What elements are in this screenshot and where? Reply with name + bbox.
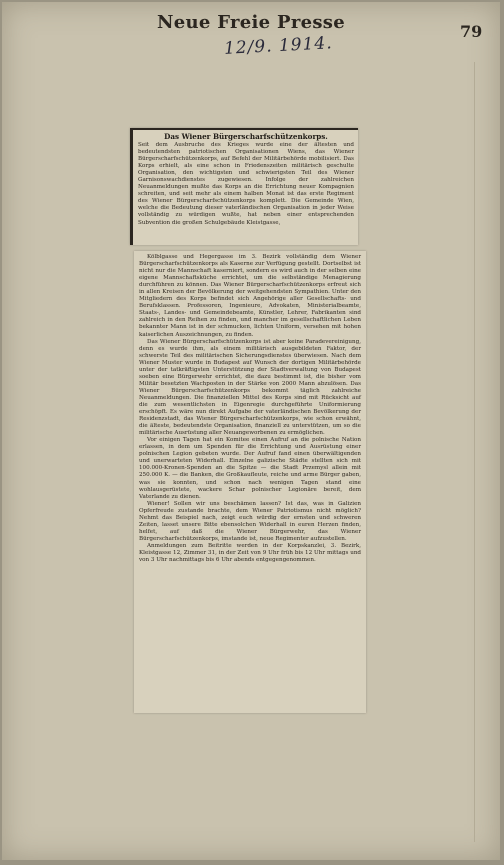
clipping-bottom	[134, 251, 366, 713]
sheet-fold-line	[474, 62, 475, 842]
article-headline: Das Wiener Bürgerscharfschützenkorps.	[164, 132, 328, 141]
article-paragraph: Anmeldungen zum Beitritte werden in der Korpskanzlei, 3. Bezirk, Kleistgasse 12, Zimmer 31, in der Zeit von 9 Uhr früh bis 12 Uhr mittags und von 3 Uhr nachmittags bis 6 Uhr abends entgegengenommen.	[139, 542, 361, 564]
article-paragraph: Wiener! Sollen wir uns beschämen lassen? Ist das, was in Galizien Opferfreude zustande brachte, dem Wiener Patriotismus nicht möglich? Nehmt das Beispiel nach, zeigt euch würdig der ernsten und schweren Zeiten, lasset unsere Bitte ebensolchen Widerhall in euren Herzen finden, helfet, auf daß die Wiener Bürgerwehr, das Wiener Bürgerscharfschützenkorps, imstande ist, neue Regimenter aufzustellen.	[139, 500, 361, 542]
article-paragraph: Kölblgasse und Hegergasse im 3. Bezirk vollständig dem Wiener Bürgerscharfschützenkorps als Kaserne zur Verfügung gestellt. Dortselbst ist nicht nur die Mannschaft kaserniert, sondern es wird auch in der selben eine eigene Mannschaftsküche errichtet, um die selbständige Menagierung durchführen zu können. Das Wiener Bürgerscharfschützenkorps erfreut sich in allen Kreisen der Bevölkerung der weitgehendsten Sympathien. Unter den Mitgliedern des Korps befindet sich Angehörige aller Gesellschafts- und Berufsklassen. Professoren, Ingenieure, Advokaten, Ministerialbeamte, Staats-, Landes- und Gemeindebeamte, Künstler, Lehrer, Fabrikanten sind zahlreich in den Reihen zu finden, und mancher im gesellschaftlichen Leben bekannter Mann ist in der schmucken, lichten Uniform, versehen mit hohen kaiserlichen Auszeichnungen, zu finden.	[139, 254, 361, 338]
clipping-top	[130, 128, 358, 245]
article-body	[134, 251, 366, 564]
newspaper-masthead: Neue Freie Presse	[157, 12, 345, 33]
article-paragraph: Vor einigen Tagen hat ein Komitee einen Aufruf an die polnische Nation erlassen, in dem um Spenden für die Errichtung und Ausrüstung einer polnischen Legion gebeten wurde. Der Aufruf fand einen überwältigenden und unerwarteten Widerhall. Einzelne galizische Städte stellten sich mit 100.000-Kronen-Spenden an die Spitze — die Stadt Przemysl allein mit 250.000 K. — die Banken, die Großkaufleute, reiche und arme Bürger gaben, was sie konnten, und schon nach wenigen Tagen stand eine wohlausgerüstete, wackere Schar polnischer Legionäre bereit, dem Vaterlande zu dienen.	[139, 437, 361, 500]
handwritten-date: 12/9. 1914.	[223, 33, 334, 59]
page-number: 79	[460, 22, 483, 41]
archive-sheet	[2, 2, 500, 860]
article-text-part1: Seit dem Ausbruche des Krieges wurde eine der ältesten und bedeutendsten patriotischen Organisationen Wiens, das Wiener Bürgerscharfschützenkorps, auf Befehl der Militärbehörde mobilisiert. Das Korps erhielt, als eine schon in Friedenszeiten militärisch geschulte Organisation, den wichtigsten und schwierigsten Teil des Wiener Garnisonswachdienstes zugewiesen. Infolge der zahlreichen Neuanmeldungen mußte das Korps an die Errichtung neuer Kompagnien schreiten, und seit mehr als einem halben Monat ist das erste Regiment des Wiener Bürgerscharfschützenkorps komplett. Die Gemeinde Wien, welche die Bedeutung dieser vaterländischen Organisation in jeder Weise vollständig zu würdigen wußte, hat neben einer entsprechenden Subvention die großen Schulgebäude Kleistgasse,	[138, 142, 354, 226]
article-paragraph: Das Wiener Bürgerscharfschützenkorps ist aber keine Paradevereinigung, denn es wurde ihm, als einem militärisch ausgebildeten Faktor, der schwerste Teil des militärischen Sicherungsdienstes überwiesen. Nach dem Wiener Muster wurde in Budapest auf Wunsch der dortigen Militärbehörde unter der tatkräftigsten Unterstützung der Stadtverwaltung von Budapest soeben eine Bürgerwehr errichtet, die dazu bestimmt ist, die bisher vom Militär besetzten Wachposten in der Stärke von 2000 Mann abzulösen. Das Wiener Bürgerscharfschützenkorps bekommt täglich zahlreiche Neuanmeldungen. Die finanziellen Mittel des Korps sind mit Rücksicht auf die zum wesentlichsten in Eigenregie durchgeführte Uniformierung erschöpft. Es wäre nun direkt Aufgabe der vaterländischen Bevölkerung der Residenzstadt, das Wiener Bürgerscharfschützenkorps, wie schon erwähnt, die älteste, bedeutendste Organisation, finanziell zu unterstützen, um so die militärische Ausrüstung aller Neuangeworbenen zu ermöglichen.	[139, 338, 361, 437]
